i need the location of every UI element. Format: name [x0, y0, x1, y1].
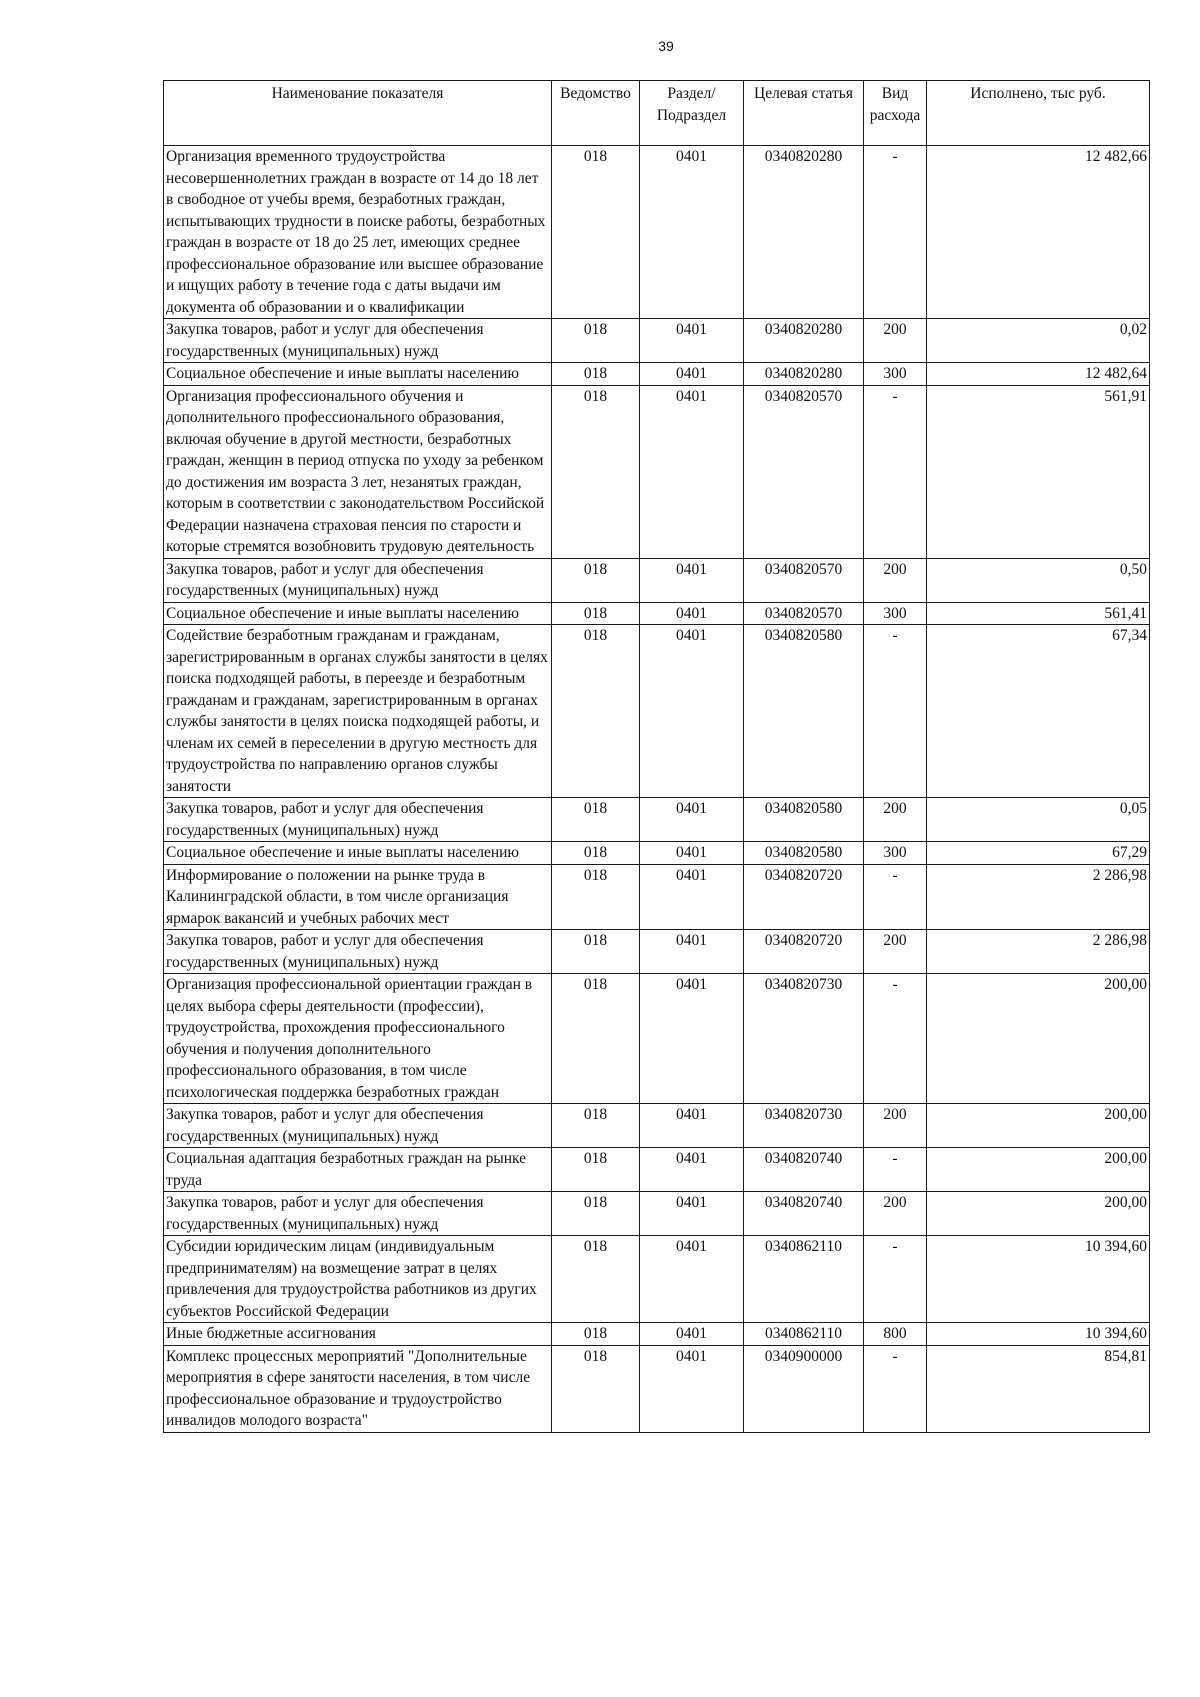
page-number: 39 — [658, 38, 674, 54]
cell-target: 0340820720 — [744, 864, 864, 930]
cell-expense-type: - — [864, 1345, 927, 1432]
table-row — [164, 1323, 1150, 1346]
cell-name: Социальное обеспечение и иные выплаты населению — [164, 602, 552, 625]
cell-name: Социальное обеспечение и иные выплаты населению — [164, 363, 552, 386]
cell-department: 018 — [552, 319, 640, 363]
cell-target: 0340820740 — [744, 1192, 864, 1236]
table-row — [164, 625, 1150, 798]
cell-section: 0401 — [640, 1192, 744, 1236]
cell-department: 018 — [552, 1345, 640, 1432]
cell-target: 0340820280 — [744, 319, 864, 363]
cell-section: 0401 — [640, 602, 744, 625]
cell-expense-type: 200 — [864, 1104, 927, 1148]
cell-target: 0340862110 — [744, 1323, 864, 1346]
table-row — [164, 146, 1150, 319]
cell-section: 0401 — [640, 625, 744, 798]
cell-department: 018 — [552, 558, 640, 602]
cell-target: 0340820730 — [744, 974, 864, 1104]
cell-target: 0340820570 — [744, 558, 864, 602]
header-section: Раздел/ Подраздел — [640, 81, 744, 146]
cell-section: 0401 — [640, 1345, 744, 1432]
cell-name: Организация временного трудоустройства несовершеннолетних граждан в возрасте от 14 до 18 лет в свободное от учебы время, безработных граждан, испытывающих трудности в поиске работы, безработных граждан в возрасте от 18 до 25 лет, имеющих среднее профессиональное образование или высшее образование и ищущих работу в течение года с даты выдачи им документа об образовании и о квалификации — [164, 146, 552, 319]
cell-target: 0340862110 — [744, 1236, 864, 1323]
cell-section: 0401 — [640, 974, 744, 1104]
cell-target: 0340820280 — [744, 146, 864, 319]
cell-department: 018 — [552, 146, 640, 319]
cell-department: 018 — [552, 974, 640, 1104]
table-row — [164, 842, 1150, 865]
cell-section: 0401 — [640, 1236, 744, 1323]
cell-amount: 12 482,64 — [927, 363, 1150, 386]
cell-name: Комплекс процессных мероприятий "Дополнительные мероприятия в сфере занятости населения, в том числе профессиональное образование и трудоустройство инвалидов молодого возраста" — [164, 1345, 552, 1432]
cell-target: 0340820720 — [744, 930, 864, 974]
cell-department: 018 — [552, 602, 640, 625]
cell-expense-type: 200 — [864, 1192, 927, 1236]
cell-department: 018 — [552, 930, 640, 974]
cell-amount: 561,91 — [927, 385, 1150, 558]
cell-name: Социальная адаптация безработных граждан на рынке труда — [164, 1148, 552, 1192]
cell-expense-type: 300 — [864, 363, 927, 386]
cell-amount: 10 394,60 — [927, 1323, 1150, 1346]
cell-expense-type: 200 — [864, 798, 927, 842]
cell-expense-type: 200 — [864, 319, 927, 363]
cell-expense-type: 300 — [864, 842, 927, 865]
cell-department: 018 — [552, 385, 640, 558]
cell-section: 0401 — [640, 558, 744, 602]
cell-section: 0401 — [640, 146, 744, 319]
cell-department: 018 — [552, 625, 640, 798]
cell-amount: 200,00 — [927, 1192, 1150, 1236]
cell-section: 0401 — [640, 385, 744, 558]
cell-expense-type: - — [864, 974, 927, 1104]
table-row — [164, 1236, 1150, 1323]
cell-amount: 0,02 — [927, 319, 1150, 363]
cell-department: 018 — [552, 1148, 640, 1192]
cell-target: 0340820280 — [744, 363, 864, 386]
header-target: Целевая статья — [744, 81, 864, 146]
cell-department: 018 — [552, 1236, 640, 1323]
header-expense-type: Вид расхода — [864, 81, 927, 146]
header-executed: Исполнено, тыс руб. — [927, 81, 1150, 146]
cell-name: Социальное обеспечение и иные выплаты населению — [164, 842, 552, 865]
cell-amount: 67,34 — [927, 625, 1150, 798]
cell-expense-type: - — [864, 625, 927, 798]
cell-department: 018 — [552, 1104, 640, 1148]
cell-name: Закупка товаров, работ и услуг для обеспечения государственных (муниципальных) нужд — [164, 1104, 552, 1148]
cell-amount: 200,00 — [927, 974, 1150, 1104]
cell-section: 0401 — [640, 1323, 744, 1346]
cell-section: 0401 — [640, 864, 744, 930]
table-row — [164, 1104, 1150, 1148]
cell-expense-type: - — [864, 1236, 927, 1323]
cell-section: 0401 — [640, 842, 744, 865]
cell-department: 018 — [552, 1192, 640, 1236]
table-row — [164, 558, 1150, 602]
cell-section: 0401 — [640, 363, 744, 386]
budget-table — [163, 80, 1150, 1433]
cell-department: 018 — [552, 798, 640, 842]
cell-department: 018 — [552, 1323, 640, 1346]
header-department: Ведомство — [552, 81, 640, 146]
table-row — [164, 1345, 1150, 1432]
header-name: Наименование показателя — [164, 81, 552, 146]
table-row — [164, 1192, 1150, 1236]
cell-target: 0340820580 — [744, 625, 864, 798]
table-row — [164, 864, 1150, 930]
cell-amount: 0,05 — [927, 798, 1150, 842]
table-row — [164, 319, 1150, 363]
cell-section: 0401 — [640, 798, 744, 842]
cell-name: Закупка товаров, работ и услуг для обеспечения государственных (муниципальных) нужд — [164, 319, 552, 363]
cell-expense-type: - — [864, 385, 927, 558]
cell-name: Закупка товаров, работ и услуг для обеспечения государственных (муниципальных) нужд — [164, 558, 552, 602]
table-row — [164, 385, 1150, 558]
cell-amount: 0,50 — [927, 558, 1150, 602]
cell-amount: 200,00 — [927, 1104, 1150, 1148]
cell-target: 0340820580 — [744, 798, 864, 842]
cell-expense-type: - — [864, 1148, 927, 1192]
cell-amount: 12 482,66 — [927, 146, 1150, 319]
table-row — [164, 798, 1150, 842]
cell-amount: 10 394,60 — [927, 1236, 1150, 1323]
cell-amount: 561,41 — [927, 602, 1150, 625]
cell-amount: 2 286,98 — [927, 930, 1150, 974]
cell-section: 0401 — [640, 1104, 744, 1148]
cell-target: 0340820740 — [744, 1148, 864, 1192]
cell-amount: 200,00 — [927, 1148, 1150, 1192]
cell-name: Организация профессионального обучения и дополнительного профессионального образования, включая обучение в другой местности, безработных граждан, женщин в период отпуска по уходу за ребенком до достижения им возраста 3 лет, незанятых граждан, которым в соответствии с законодательством Российской Федерации назначена страховая пенсия по старости и которые стремятся возобновить трудовую деятельность — [164, 385, 552, 558]
cell-name: Закупка товаров, работ и услуг для обеспечения государственных (муниципальных) нужд — [164, 798, 552, 842]
cell-section: 0401 — [640, 319, 744, 363]
cell-target: 0340820570 — [744, 602, 864, 625]
cell-target: 0340820730 — [744, 1104, 864, 1148]
cell-target: 0340900000 — [744, 1345, 864, 1432]
cell-expense-type: - — [864, 864, 927, 930]
table-row — [164, 363, 1150, 386]
table-row — [164, 974, 1150, 1104]
cell-department: 018 — [552, 842, 640, 865]
cell-expense-type: 200 — [864, 558, 927, 602]
cell-amount: 854,81 — [927, 1345, 1150, 1432]
cell-expense-type: 200 — [864, 930, 927, 974]
table-row — [164, 930, 1150, 974]
table-header-row — [164, 81, 1150, 146]
cell-amount: 67,29 — [927, 842, 1150, 865]
cell-expense-type: 800 — [864, 1323, 927, 1346]
cell-name: Информирование о положении на рынке труда в Калининградской области, в том числе организация ярмарок вакансий и учебных рабочих мест — [164, 864, 552, 930]
cell-amount: 2 286,98 — [927, 864, 1150, 930]
cell-target: 0340820570 — [744, 385, 864, 558]
table-row — [164, 602, 1150, 625]
cell-name: Закупка товаров, работ и услуг для обеспечения государственных (муниципальных) нужд — [164, 1192, 552, 1236]
cell-department: 018 — [552, 363, 640, 386]
cell-expense-type: - — [864, 146, 927, 319]
table-row — [164, 1148, 1150, 1192]
cell-name: Иные бюджетные ассигнования — [164, 1323, 552, 1346]
cell-name: Содействие безработным гражданам и гражданам, зарегистрированным в органах службы занятости в целях поиска подходящей работы, в переезде и безработным гражданам и гражданам, зарегистрированным в органах службы занятости в целях поиска подходящей работы, и членам их семей в переселении в другую местность для трудоустройства по направлению органов службы занятости — [164, 625, 552, 798]
cell-name: Организация профессиональной ориентации граждан в целях выбора сферы деятельности (профессии), трудоустройства, прохождения профессионального обучения и получения дополнительного профессионального образования, в том числе психологическая поддержка безработных граждан — [164, 974, 552, 1104]
cell-name: Субсидии юридическим лицам (индивидуальным предпринимателям) на возмещение затрат в целях привлечения для трудоустройства работников из других субъектов Российской Федерации — [164, 1236, 552, 1323]
cell-section: 0401 — [640, 1148, 744, 1192]
cell-target: 0340820580 — [744, 842, 864, 865]
cell-department: 018 — [552, 864, 640, 930]
cell-expense-type: 300 — [864, 602, 927, 625]
cell-section: 0401 — [640, 930, 744, 974]
cell-name: Закупка товаров, работ и услуг для обеспечения государственных (муниципальных) нужд — [164, 930, 552, 974]
